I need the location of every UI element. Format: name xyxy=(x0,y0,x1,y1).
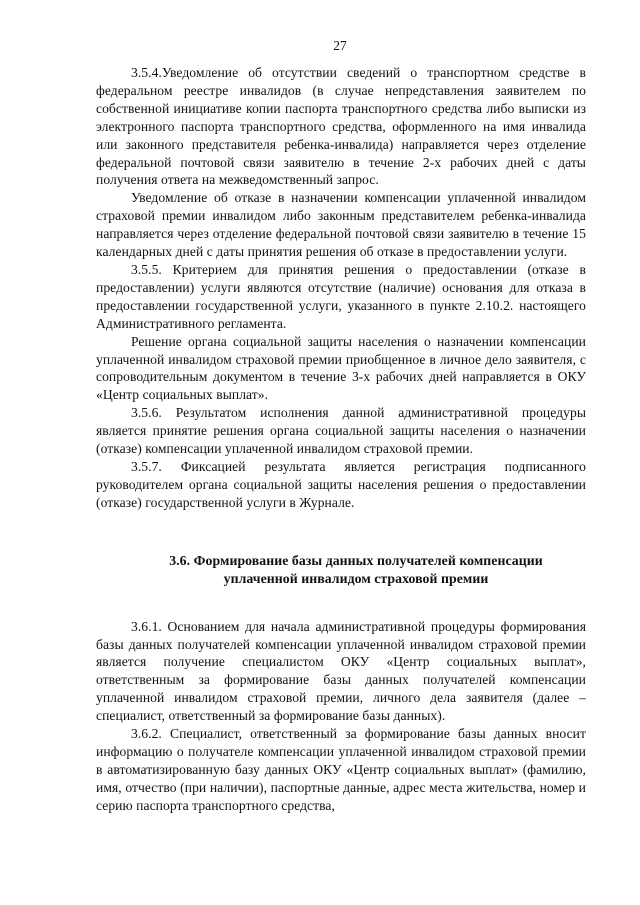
paragraph-3-5-4: 3.5.4.Уведомление об отсутствии сведений о транспортном средстве в федеральном реестре инвалидов (в случае непредставления заявителем по собственной инициативе копии паспорта транспортного средства либо выписки из электронного паспорта транспортного средства, оформленного на имя инвалида или законного представителя ребенка-инвалида) направляется через отделение федеральной почтовой связи заявителю в течение 2-х рабочих дней с даты получения ответа на межведомственный запрос. xyxy=(96,65,586,188)
page-number: 27 xyxy=(333,38,347,53)
paragraph-3-5-7: 3.5.7. Фиксацией результата является регистрация подписанного руководителем органа социальной защиты населения решения о предоставлении (отказе) государственной услуги в Журнале. xyxy=(96,458,586,510)
document-body xyxy=(96,64,586,815)
paragraph-3-5-6: 3.5.6. Результатом исполнения данной административной процедуры является принятие решения органа социальной защиты населения о назначении (отказе) компенсации уплаченной инвалидом страховой премии. xyxy=(96,405,586,457)
paragraph-3-6-1: 3.6.1. Основанием для начала административной процедуры формирования базы данных получателей компенсации уплаченной инвалидом страховой премии является получение специалистом ОКУ «Центр социальных выплат», ответственным за формирование базы данных получателей компенсации уплаченной инвалидом страховой премии, личного дела заявителя (далее – специалист, ответственный за формирование базы данных). xyxy=(96,618,586,724)
paragraph-decision: Решение органа социальной защиты населения о назначении компенсации уплаченной инвалидом страховой премии приобщенное в личное дело заявителя, с сопроводительным документом в течение 3-х рабочих дней направляется в ОКУ «Центр социальных выплат». xyxy=(96,333,586,403)
section-heading-line-1: 3.6. Формирование базы данных получателей компенсации xyxy=(169,552,543,568)
paragraph-3-5-5: 3.5.5. Критерием для принятия решения о предоставлении (отказе в предоставлении) услуги являются отсутствие (наличие) основания для отказа в предоставлении государственной услуги, указанного в пункте 2.10.2. настоящего Административного регламента. xyxy=(96,261,586,331)
paragraph-3-6-2: 3.6.2. Специалист, ответственный за формирование базы данных вносит информацию о получателе компенсации уплаченной инвалидом страховой премии в автоматизированную базу данных ОКУ «Центр социальных выплат» (фамилию, имя, отчество (при наличии), паспортные данные, адрес места жительства, номер и серию паспорта транспортного средства, xyxy=(96,726,586,813)
section-heading-3-6 xyxy=(96,552,586,588)
section-heading-line-2: уплаченной инвалидом страховой премии xyxy=(223,570,489,586)
paragraph-refusal-notice: Уведомление об отказе в назначении компенсации уплаченной инвалидом страховой премии инвалидом либо законным представителем ребенка-инвалида направляется через отделение федеральной почтовой связи заявителю в течение 15 календарных дней с даты принятия решения об отказе в предоставлении услуги. xyxy=(96,190,586,260)
